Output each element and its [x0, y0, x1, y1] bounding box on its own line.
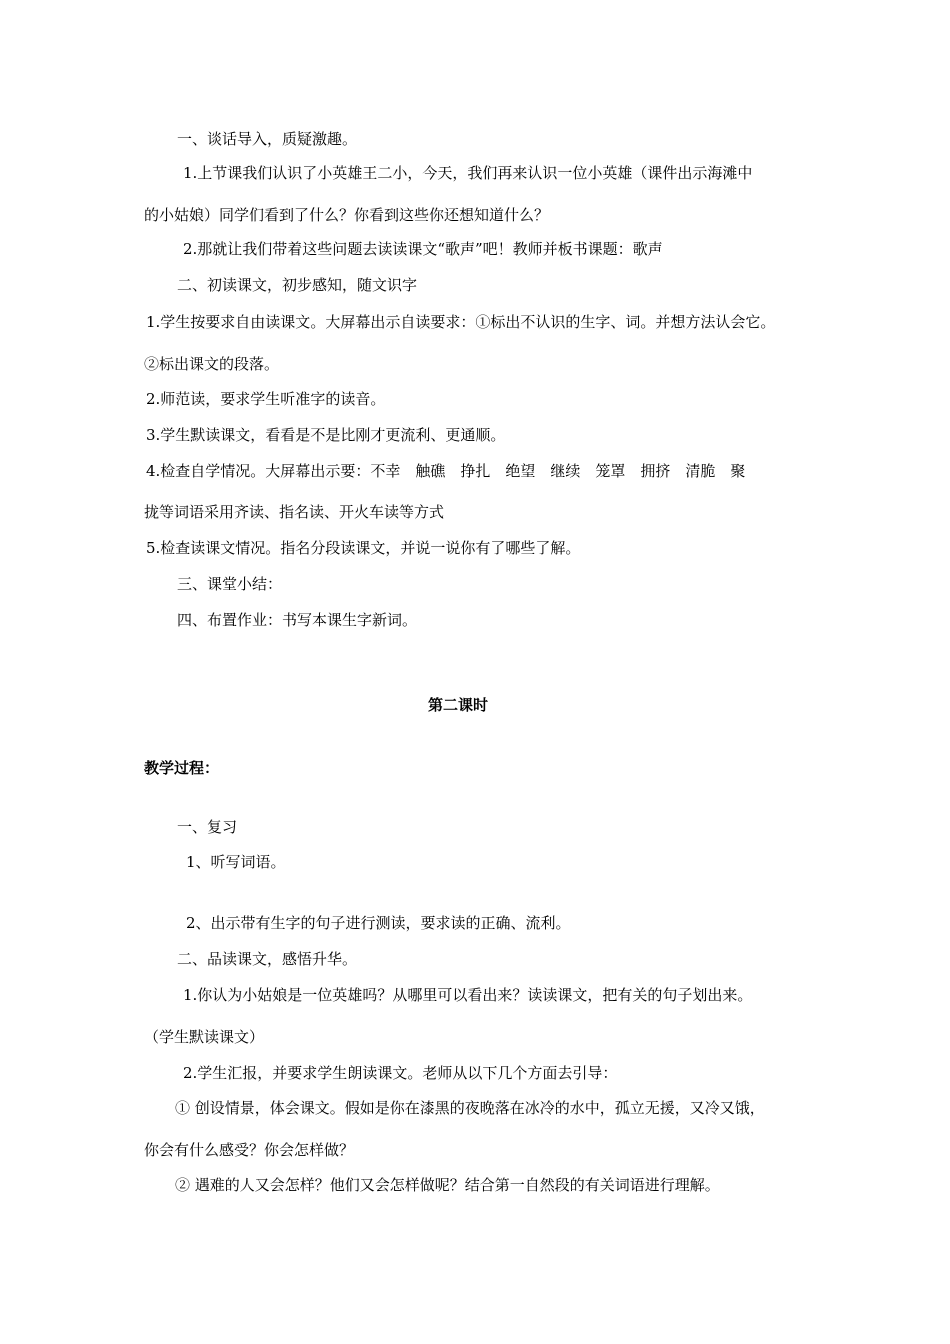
paragraph: 1、听写词语。 [186, 853, 286, 871]
paragraph: ② 遇难的人又会怎样？他们又会怎样做呢？结合第一自然段的有关词语进行理解。 [175, 1176, 720, 1194]
section-heading: 四、布置作业：书写本课生字新词。 [177, 611, 418, 629]
paragraph: 3.学生默读课文，看看是不是比刚才更流利、更通顺。 [146, 426, 506, 444]
paragraph: 2.那就让我们带着这些问题去读读课文“歌声”吧！教师并板书课题：歌声 [183, 240, 663, 258]
paragraph: 4.检查自学情况。大屏幕出示要：不幸 触礁 挣扎 绝望 继续 笼罩 拥挤 清脆 聚 [146, 462, 746, 480]
process-heading: 教学过程： [144, 759, 220, 777]
paragraph: （学生默读课文） [144, 1028, 265, 1046]
paragraph: 你会有什么感受？你会怎样做？ [144, 1141, 355, 1159]
section-heading: 一、谈话导入，质疑激趣。 [177, 130, 358, 148]
paragraph: 1.学生按要求自由读课文。大屏幕出示自读要求：①标出不认识的生字、词。并想方法认会它。 [146, 313, 776, 331]
section-heading: 一、复习 [177, 818, 238, 836]
section-heading: 三、课堂小结： [177, 575, 283, 593]
paragraph: 1.上节课我们认识了小英雄王二小，今天，我们再来认识一位小英雄（课件出示海滩中 [183, 164, 753, 182]
section-heading: 二、品读课文，感悟升华。 [177, 950, 358, 968]
paragraph: 5.检查读课文情况。指名分段读课文，并说一说你有了哪些了解。 [146, 539, 581, 557]
section-heading: 二、初读课文，初步感知，随文识字 [177, 276, 418, 294]
paragraph: ②标出课文的段落。 [144, 355, 280, 373]
paragraph: ① 创设情景，体会课文。假如是你在漆黑的夜晚落在冰冷的水中，孤立无援，又冷又饿， [175, 1099, 765, 1117]
paragraph: 2.学生汇报，并要求学生朗读课文。老师从以下几个方面去引导： [183, 1064, 618, 1082]
paragraph: 2、出示带有生字的句子进行测读，要求读的正确、流利。 [186, 914, 571, 932]
paragraph: 拢等词语采用齐读、指名读、开火车读等方式 [144, 503, 445, 521]
paragraph: 1.你认为小姑娘是一位英雄吗？从哪里可以看出来？读读课文，把有关的句子划出来。 [183, 986, 753, 1004]
paragraph: 的小姑娘）同学们看到了什么？你看到这些你还想知道什么？ [144, 206, 550, 224]
paragraph: 2.师范读，要求学生听准字的读音。 [146, 390, 386, 408]
lesson-title: 第二课时 [428, 696, 489, 714]
